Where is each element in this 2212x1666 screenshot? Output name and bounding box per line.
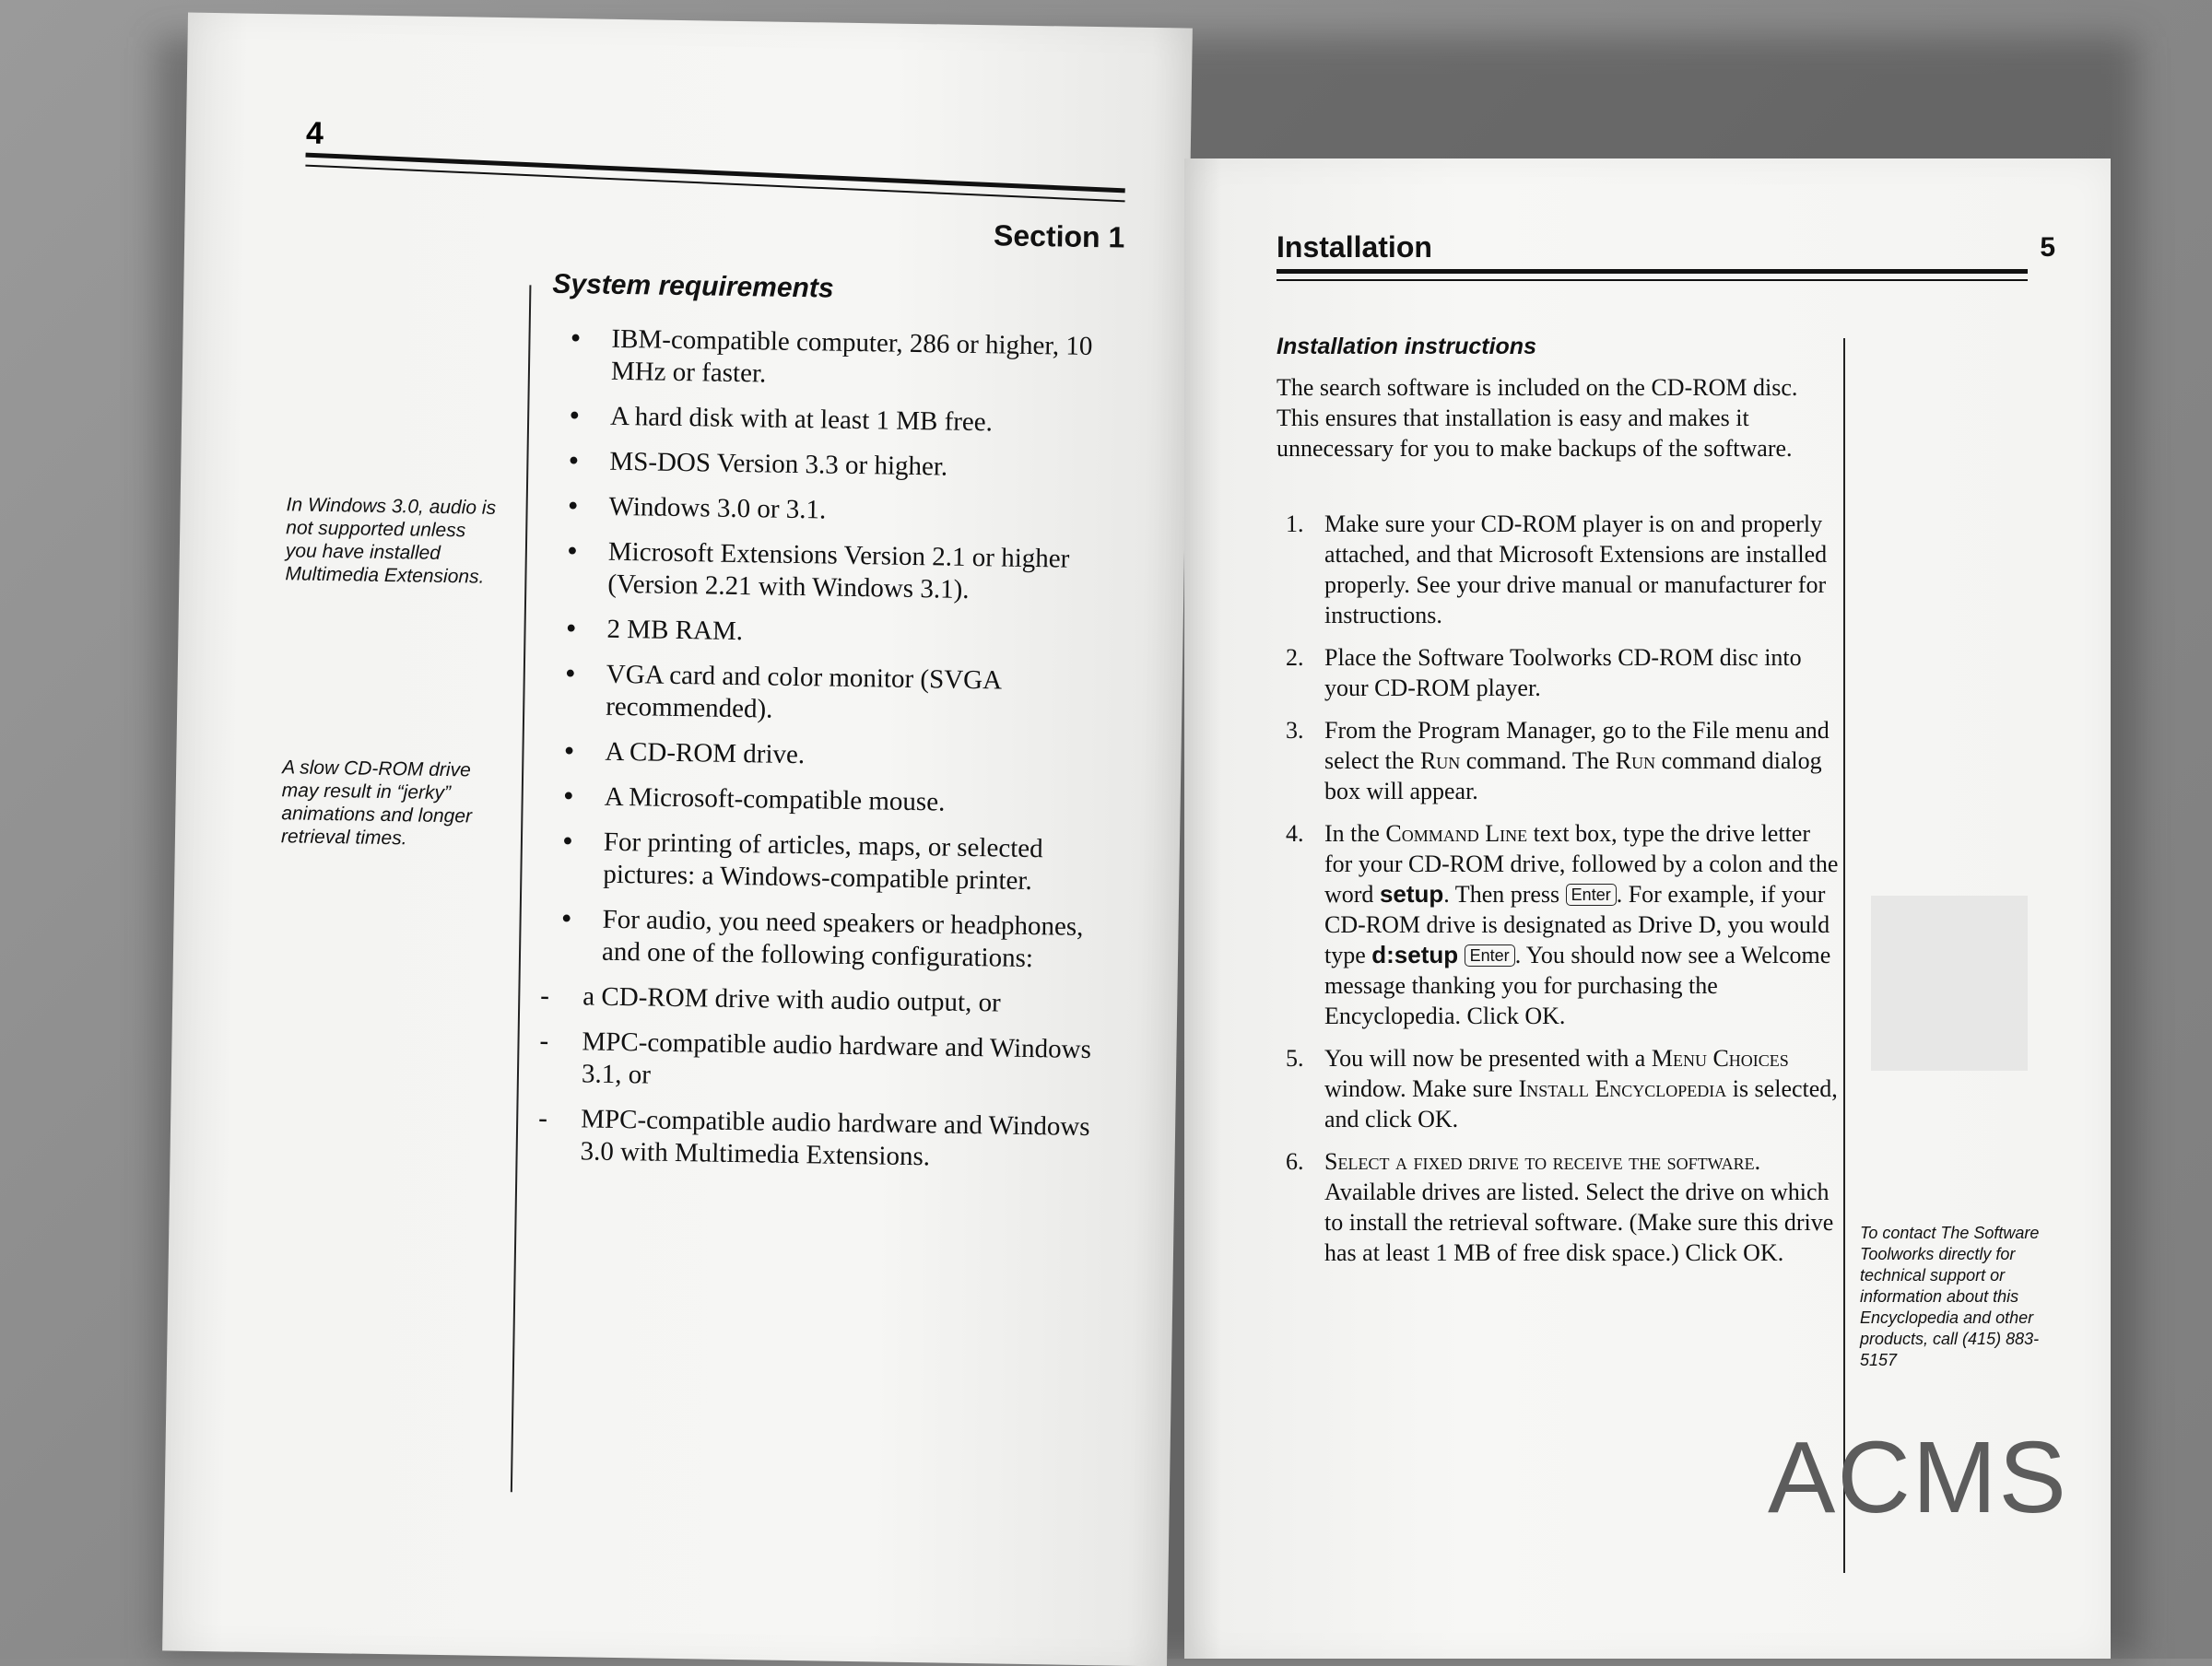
requirements-list	[537, 323, 1137, 1190]
list-item: • 2 MB RAM.	[566, 614, 744, 647]
step-item: 5. You will now be presented with a Menu Choices window. Make sure Install Encyclopedia is selected, and click OK.	[1286, 1045, 1838, 1132]
left-page	[162, 13, 1193, 1666]
list-item: • A hard disk with at least 1 MB free.	[569, 401, 994, 438]
instructions-title: Installation instructions	[1277, 334, 1536, 359]
header-rule-thin-right	[1277, 279, 2028, 281]
intro-paragraph: The search software is included on the CD-ROM disc. This ensures that installation is easy and makes it unnecessary for you to make backups of the software.	[1277, 374, 1798, 462]
list-item: • VGA card and color monitor (SVGA recommended).	[565, 659, 1001, 724]
show-through-image	[1871, 896, 2028, 1071]
header-rule-thick-right	[1277, 269, 2028, 274]
requirements-heading: System requirements	[552, 268, 834, 304]
step-item: 2. Place the Software Toolworks CD-ROM disc into your CD-ROM player.	[1286, 644, 1802, 701]
list-item: • For printing of articles, maps, or selected pictures: a Windows-compatible printer.	[562, 827, 1043, 897]
installation-header: Installation	[1277, 230, 1432, 264]
step-item: 1. Make sure your CD-ROM player is on and properly attached, and that Microsoft Extensions are installed properly. See your drive manual or manufacturer for instructions.	[1286, 510, 1828, 628]
section-title: Section 1	[993, 218, 1125, 254]
enter-key-icon: Enter	[1566, 884, 1617, 906]
list-item: • For audio, you need speakers or headphones, and one of the following configurations:	[561, 904, 1084, 974]
header-rule-thick	[305, 153, 1124, 194]
step-item: 3. From the Program Manager, go to the File menu and select the Run command. The Run command dialog box will appear.	[1286, 717, 1830, 804]
left-page-number: 4	[305, 115, 324, 151]
step-item: 4. In the Command Line text box, type the drive letter for your CD-ROM drive, followed by a colon and the word setup. Then press Enter . For example, if your CD-ROM drive is designated as Drive D, you would type d:setup Enter . You should now see a Welcome message thanking you for purchasing the Encyclopedia. Click OK.	[1286, 820, 1839, 1029]
margin-note-cdrom: A slow CD-ROM drive may result in “jerky” animations and longer retrieval times.	[280, 757, 473, 850]
watermark: ACMS	[1768, 1421, 2068, 1534]
installation-steps	[1277, 509, 1839, 1280]
column-divider-right	[1843, 338, 1845, 1573]
list-item: • Windows 3.0 or 3.1.	[568, 491, 827, 525]
list-item: • IBM-compatible computer, 286 or higher, 10 MHz or faster.	[571, 323, 1093, 389]
right-page-number: 5	[2040, 232, 2055, 263]
list-item: - MPC-compatible audio hardware and Windows 3.0 with Multimedia Extensions.	[537, 1103, 1090, 1172]
list-item: • Microsoft Extensions Version 2.1 or higher (Version 2.21 with Windows 3.1).	[567, 536, 1070, 604]
list-item: • MS-DOS Version 3.3 or higher.	[569, 446, 948, 482]
list-item: • A CD-ROM drive.	[564, 736, 806, 770]
margin-note-audio: In Windows 3.0, audio is not supported unless you have installed Multimedia Extensions.	[285, 494, 497, 588]
list-item: - a CD-ROM drive with audio output, or	[540, 980, 1001, 1018]
enter-key-icon: Enter	[1465, 944, 1515, 967]
contact-note: To contact The Software Toolworks directly for technical support or information about this Encyclopedia and other products, call (415) 883-5157	[1860, 1224, 2040, 1369]
list-item: • A Microsoft-compatible mouse.	[563, 781, 946, 817]
step-item: 6. Select a fixed drive to receive the software. Available drives are listed. Select the drive on which to install the retrieval software. (Make sure this drive has at least 1 MB of free disk space.) Click OK.	[1286, 1148, 1834, 1266]
column-divider	[511, 285, 532, 1492]
list-item: - MPC-compatible audio hardware and Windows 3.1, or	[539, 1026, 1092, 1090]
